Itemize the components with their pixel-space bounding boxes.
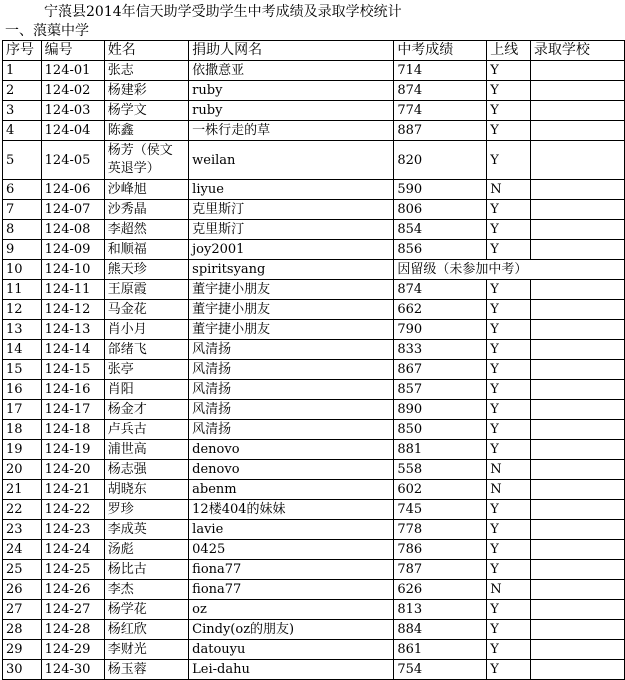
- cell-donor: 董宇捷小朋友: [189, 300, 394, 320]
- cell-id: 124-05: [41, 141, 104, 180]
- cell-id: 124-08: [41, 220, 104, 240]
- cell-pass: Y: [487, 81, 531, 101]
- table-row: [3, 180, 625, 200]
- cell-donor: 依撒意亚: [189, 61, 394, 81]
- table-row: [3, 121, 625, 141]
- cell-id: 124-10: [41, 260, 104, 280]
- table-row: [3, 260, 625, 280]
- cell-id: 124-18: [41, 420, 104, 440]
- cell-school: [530, 360, 624, 380]
- cell-school: [530, 220, 624, 240]
- cell-score: 820: [394, 141, 487, 180]
- cell-school: [530, 480, 624, 500]
- cell-name: 张亭: [104, 360, 188, 380]
- cell-score: 874: [394, 280, 487, 300]
- cell-seq: 16: [3, 380, 42, 400]
- cell-name: 杨芳（侯文英退学）: [104, 141, 188, 180]
- cell-id: 124-17: [41, 400, 104, 420]
- cell-score: 662: [394, 300, 487, 320]
- cell-donor: 风清扬: [189, 420, 394, 440]
- cell-donor: spiritsyang: [189, 260, 394, 280]
- cell-seq: 7: [3, 200, 42, 220]
- cell-seq: 26: [3, 580, 42, 600]
- table-row: [3, 640, 625, 660]
- cell-score: 857: [394, 380, 487, 400]
- cell-score: 558: [394, 460, 487, 480]
- cell-pass: Y: [487, 200, 531, 220]
- cell-score: 787: [394, 560, 487, 580]
- cell-seq: 14: [3, 340, 42, 360]
- cell-name: 肖阳: [104, 380, 188, 400]
- cell-school: [530, 300, 624, 320]
- cell-score: 778: [394, 520, 487, 540]
- table-row: [3, 141, 625, 180]
- cell-name: 杨比古: [104, 560, 188, 580]
- cell-donor: 风清扬: [189, 340, 394, 360]
- cell-donor: denovo: [189, 440, 394, 460]
- cell-school: [530, 440, 624, 460]
- cell-score: 774: [394, 101, 487, 121]
- cell-score: 887: [394, 121, 487, 141]
- cell-seq: 10: [3, 260, 42, 280]
- cell-donor: lavie: [189, 520, 394, 540]
- cell-seq: 9: [3, 240, 42, 260]
- cell-pass: N: [487, 180, 531, 200]
- cell-seq: 4: [3, 121, 42, 141]
- header-school: 录取学校: [530, 41, 624, 61]
- cell-score: 626: [394, 580, 487, 600]
- header-id: 编号: [41, 41, 104, 61]
- table-row: [3, 500, 625, 520]
- cell-school: [530, 560, 624, 580]
- table-row: [3, 61, 625, 81]
- cell-pass: N: [487, 580, 531, 600]
- cell-name: 郃绪飞: [104, 340, 188, 360]
- cell-school: [530, 520, 624, 540]
- cell-school: [530, 540, 624, 560]
- table-row: [3, 560, 625, 580]
- cell-id: 124-09: [41, 240, 104, 260]
- cell-id: 124-04: [41, 121, 104, 141]
- cell-pass: Y: [487, 400, 531, 420]
- cell-pass: Y: [487, 121, 531, 141]
- cell-score: 813: [394, 600, 487, 620]
- cell-score: 786: [394, 540, 487, 560]
- cell-seq: 18: [3, 420, 42, 440]
- table-row: [3, 320, 625, 340]
- table-row: [3, 240, 625, 260]
- cell-id: 124-23: [41, 520, 104, 540]
- table-row: [3, 600, 625, 620]
- cell-score: 833: [394, 340, 487, 360]
- cell-score: 884: [394, 620, 487, 640]
- cell-name: 张志: [104, 61, 188, 81]
- cell-name: 沙峰旭: [104, 180, 188, 200]
- cell-seq: 25: [3, 560, 42, 580]
- table-row: [3, 360, 625, 380]
- cell-name: 杨红欣: [104, 620, 188, 640]
- cell-school: [530, 500, 624, 520]
- cell-school: [530, 620, 624, 640]
- cell-donor: fiona77: [189, 580, 394, 600]
- cell-score: 867: [394, 360, 487, 380]
- table-row: [3, 440, 625, 460]
- header-row: [3, 41, 625, 61]
- table-row: [3, 280, 625, 300]
- cell-pass: Y: [487, 61, 531, 81]
- cell-seq: 1: [3, 61, 42, 81]
- cell-score: 754: [394, 660, 487, 680]
- table-row: [3, 400, 625, 420]
- cell-name: 李成英: [104, 520, 188, 540]
- cell-pass: Y: [487, 660, 531, 680]
- cell-id: 124-14: [41, 340, 104, 360]
- cell-pass: Y: [487, 141, 531, 180]
- cell-name: 李财光: [104, 640, 188, 660]
- cell-name: 王原霞: [104, 280, 188, 300]
- cell-id: 124-21: [41, 480, 104, 500]
- cell-school: [530, 640, 624, 660]
- cell-name: 浦世高: [104, 440, 188, 460]
- table-row: [3, 620, 625, 640]
- cell-seq: 28: [3, 620, 42, 640]
- cell-donor: denovo: [189, 460, 394, 480]
- cell-score: 856: [394, 240, 487, 260]
- cell-seq: 17: [3, 400, 42, 420]
- cell-school: [530, 141, 624, 180]
- cell-pass: Y: [487, 440, 531, 460]
- cell-donor: 克里斯汀: [189, 220, 394, 240]
- cell-school: [530, 240, 624, 260]
- cell-donor: ruby: [189, 101, 394, 121]
- cell-score: 850: [394, 420, 487, 440]
- cell-pass: Y: [487, 101, 531, 121]
- cell-school: [530, 460, 624, 480]
- cell-donor: 克里斯汀: [189, 200, 394, 220]
- cell-donor: weilan: [189, 141, 394, 180]
- cell-pass: Y: [487, 540, 531, 560]
- cell-donor: liyue: [189, 180, 394, 200]
- cell-donor: 风清扬: [189, 360, 394, 380]
- cell-pass: Y: [487, 500, 531, 520]
- cell-name: 马金花: [104, 300, 188, 320]
- cell-id: 124-28: [41, 620, 104, 640]
- cell-pass: N: [487, 480, 531, 500]
- cell-note: 因留级（未参加中考）: [394, 260, 531, 280]
- cell-score: 714: [394, 61, 487, 81]
- table-row: [3, 540, 625, 560]
- cell-id: 124-25: [41, 560, 104, 580]
- cell-pass: Y: [487, 520, 531, 540]
- cell-id: 124-06: [41, 180, 104, 200]
- cell-school: [530, 101, 624, 121]
- cell-donor: 董宇捷小朋友: [189, 320, 394, 340]
- cell-donor: 0425: [189, 540, 394, 560]
- cell-school: [530, 380, 624, 400]
- cell-pass: Y: [487, 340, 531, 360]
- table-row: [3, 200, 625, 220]
- cell-pass: Y: [487, 380, 531, 400]
- cell-id: 124-02: [41, 81, 104, 101]
- cell-seq: 12: [3, 300, 42, 320]
- cell-id: 124-19: [41, 440, 104, 460]
- cell-score: 881: [394, 440, 487, 460]
- cell-name: 汤彪: [104, 540, 188, 560]
- cell-seq: 20: [3, 460, 42, 480]
- cell-seq: 21: [3, 480, 42, 500]
- cell-name: 沙秀晶: [104, 200, 188, 220]
- cell-pass: Y: [487, 420, 531, 440]
- cell-seq: 11: [3, 280, 42, 300]
- cell-school: [530, 400, 624, 420]
- cell-seq: 8: [3, 220, 42, 240]
- cell-donor: datouyu: [189, 640, 394, 660]
- cell-school: [530, 340, 624, 360]
- cell-seq: 29: [3, 640, 42, 660]
- cell-score: 745: [394, 500, 487, 520]
- table-row: [3, 420, 625, 440]
- cell-seq: 22: [3, 500, 42, 520]
- cell-seq: 15: [3, 360, 42, 380]
- cell-name: 肖小月: [104, 320, 188, 340]
- cell-school: [530, 420, 624, 440]
- table-row: [3, 520, 625, 540]
- table-row: [3, 300, 625, 320]
- header-name: 姓名: [104, 41, 188, 61]
- cell-school: [530, 320, 624, 340]
- cell-name: 李超然: [104, 220, 188, 240]
- cell-name: 杨金才: [104, 400, 188, 420]
- cell-score: 806: [394, 200, 487, 220]
- cell-seq: 3: [3, 101, 42, 121]
- cell-seq: 6: [3, 180, 42, 200]
- cell-donor: joy2001: [189, 240, 394, 260]
- cell-name: 杨学花: [104, 600, 188, 620]
- cell-score: 890: [394, 400, 487, 420]
- cell-school: [530, 600, 624, 620]
- cell-id: 124-24: [41, 540, 104, 560]
- cell-school: [530, 61, 624, 81]
- cell-name: 卢兵古: [104, 420, 188, 440]
- cell-school: [530, 280, 624, 300]
- table-row: [3, 340, 625, 360]
- sheet-title: 宁蒗县2014年信天助学受助学生中考成绩及录取学校统计: [44, 4, 402, 20]
- cell-name: 熊天珍: [104, 260, 188, 280]
- cell-donor: oz: [189, 600, 394, 620]
- cell-id: 124-27: [41, 600, 104, 620]
- header-pass: 上线: [487, 41, 531, 61]
- table-row: [3, 220, 625, 240]
- cell-donor: 风清扬: [189, 400, 394, 420]
- table-row: [3, 81, 625, 101]
- cell-seq: 19: [3, 440, 42, 460]
- cell-id: 124-16: [41, 380, 104, 400]
- cell-score: 602: [394, 480, 487, 500]
- cell-id: 124-12: [41, 300, 104, 320]
- cell-id: 124-29: [41, 640, 104, 660]
- section-heading: 一、蒗蕖中学: [5, 23, 89, 39]
- cell-donor: 董宇捷小朋友: [189, 280, 394, 300]
- cell-school: [530, 260, 624, 280]
- table-row: [3, 380, 625, 400]
- header-seq: 序号: [3, 41, 42, 61]
- cell-school: [530, 180, 624, 200]
- header-score: 中考成绩: [394, 41, 487, 61]
- cell-donor: 一株行走的草: [189, 121, 394, 141]
- cell-pass: Y: [487, 220, 531, 240]
- cell-id: 124-22: [41, 500, 104, 520]
- cell-id: 124-03: [41, 101, 104, 121]
- cell-id: 124-13: [41, 320, 104, 340]
- cell-score: 861: [394, 640, 487, 660]
- cell-id: 124-11: [41, 280, 104, 300]
- cell-name: 陈鑫: [104, 121, 188, 141]
- cell-seq: 23: [3, 520, 42, 540]
- cell-name: 杨玉蓉: [104, 660, 188, 680]
- cell-donor: Lei-dahu: [189, 660, 394, 680]
- cell-pass: N: [487, 460, 531, 480]
- cell-name: 杨建彩: [104, 81, 188, 101]
- cell-donor: 风清扬: [189, 380, 394, 400]
- table-row: [3, 101, 625, 121]
- cell-donor: 12楼404的妹妹: [189, 500, 394, 520]
- cell-score: 854: [394, 220, 487, 240]
- cell-name: 杨学文: [104, 101, 188, 121]
- cell-school: [530, 81, 624, 101]
- cell-donor: fiona77: [189, 560, 394, 580]
- cell-seq: 13: [3, 320, 42, 340]
- cell-name: 李杰: [104, 580, 188, 600]
- cell-donor: ruby: [189, 81, 394, 101]
- cell-seq: 2: [3, 81, 42, 101]
- cell-pass: Y: [487, 300, 531, 320]
- cell-pass: Y: [487, 280, 531, 300]
- cell-id: 124-30: [41, 660, 104, 680]
- cell-pass: Y: [487, 600, 531, 620]
- cell-pass: Y: [487, 620, 531, 640]
- cell-name: 罗珍: [104, 500, 188, 520]
- cell-name: 胡晓东: [104, 480, 188, 500]
- cell-donor: abenm: [189, 480, 394, 500]
- cell-pass: Y: [487, 360, 531, 380]
- cell-school: [530, 200, 624, 220]
- cell-id: 124-26: [41, 580, 104, 600]
- cell-pass: Y: [487, 240, 531, 260]
- cell-seq: 5: [3, 141, 42, 180]
- cell-seq: 30: [3, 660, 42, 680]
- cell-pass: Y: [487, 320, 531, 340]
- cell-pass: Y: [487, 640, 531, 660]
- cell-score: 790: [394, 320, 487, 340]
- table-row: [3, 460, 625, 480]
- student-table: [2, 40, 625, 680]
- cell-id: 124-20: [41, 460, 104, 480]
- cell-name: 杨志强: [104, 460, 188, 480]
- cell-seq: 24: [3, 540, 42, 560]
- cell-seq: 27: [3, 600, 42, 620]
- header-donor: 捐助人网名: [189, 41, 394, 61]
- cell-id: 124-07: [41, 200, 104, 220]
- cell-donor: Cindy(oz的朋友): [189, 620, 394, 640]
- cell-score: 874: [394, 81, 487, 101]
- cell-id: 124-15: [41, 360, 104, 380]
- table-row: [3, 580, 625, 600]
- table-row: [3, 480, 625, 500]
- cell-school: [530, 580, 624, 600]
- cell-name: 和顺福: [104, 240, 188, 260]
- cell-score: 590: [394, 180, 487, 200]
- cell-school: [530, 121, 624, 141]
- cell-id: 124-01: [41, 61, 104, 81]
- cell-pass: Y: [487, 560, 531, 580]
